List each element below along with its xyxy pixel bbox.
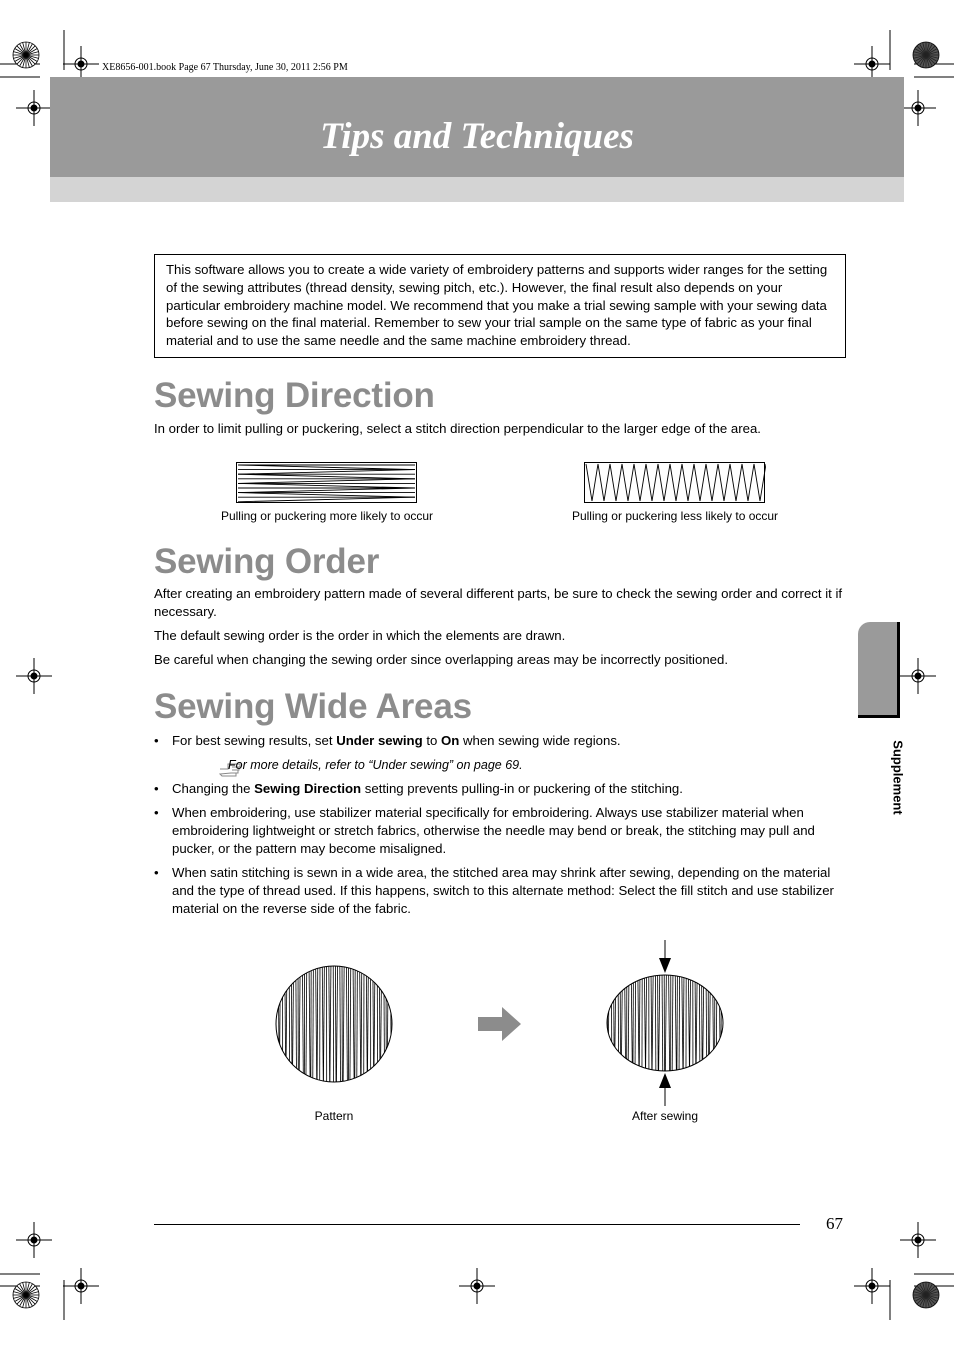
caption-less-likely: Pulling or puckering less likely to occur — [571, 509, 779, 523]
book-info: XE8656-001.book Page 67 Thursday, June 30, 2011 2:56 PM — [102, 62, 348, 73]
sewing-order-p3: Be careful when changing the sewing order since overlapping areas may be incorrectly positioned. — [154, 652, 728, 667]
after-sewing-diagram — [600, 940, 730, 1106]
sewing-order-p2: The default sewing order is the order in which the elements are drawn. — [154, 628, 566, 643]
color-target-mark — [13, 42, 39, 68]
registration-mark — [63, 1268, 99, 1304]
registration-mark — [900, 90, 936, 126]
page-number: 67 — [826, 1214, 843, 1233]
bullet-sewing-direction — [154, 780, 846, 798]
registration-mark — [854, 1268, 890, 1304]
registration-mark — [16, 90, 52, 126]
registration-mark — [16, 1222, 52, 1258]
color-target-mark — [913, 1282, 939, 1308]
bullet-text: when sewing wide regions. — [459, 733, 621, 748]
section-tab — [858, 622, 900, 718]
bullet-satin-stitching — [154, 864, 846, 918]
bullet-text: For best sewing results, set — [172, 733, 337, 748]
bold-sewing-direction: Sewing Direction — [254, 781, 362, 796]
bullet-marker: • — [154, 805, 159, 820]
registration-mark — [16, 658, 52, 694]
arrow-down-icon — [659, 958, 671, 973]
footer-rule — [154, 1224, 800, 1225]
bold-on: On — [440, 733, 460, 748]
bullet-under-sewing — [154, 732, 846, 750]
bullet-text: setting prevents pulling-in or puckering of the stitching. — [361, 781, 683, 796]
sewing-direction-text: In order to limit pulling or puckering, select a stitch direction perpendicular to the larger edge of the area. — [154, 421, 761, 436]
arrow-up-icon — [659, 1073, 671, 1088]
caption-more-likely: Pulling or puckering more likely to occur — [220, 509, 434, 523]
heading-sewing-direction: Sewing Direction — [154, 376, 435, 415]
bullet-marker: • — [154, 733, 159, 748]
header-subband — [50, 177, 904, 202]
notice-box: This software allows you to create a wide variety of embroidery patterns and supports wider ranges for the setting of the sewing attributes (thread density, sewing pitch, etc.). However, the final result also depends on your particular embroidery machine model. We recommend that you make a trial sewing sample with your sewing data before sewing on the final material. Remember to sew your trial sample on the same type of fabric as your final material and to use the same needle and the same machine embroidery thread. — [154, 254, 846, 358]
bullet-marker: • — [154, 865, 159, 880]
bullet-text: When satin stitching is sewn in a wide area, the stitched area may shrink after sewing, depending on the material and the type of thread used. If this happens, switch to this alternate method: Select the fill stitch and use stabilizer material on the reverse side of the fabric. — [172, 865, 834, 916]
bullet-text: Changing the — [172, 781, 255, 796]
page-title: Tips and Techniques — [320, 116, 634, 157]
stitch-vertical-diagram — [584, 462, 766, 504]
bold-under-sewing: Under sewing — [336, 733, 423, 748]
bullet-text: to — [422, 733, 441, 748]
registration-mark — [900, 1222, 936, 1258]
reference-link[interactable]: For more details, refer to “Under sewing” on page 69. — [228, 758, 523, 772]
heading-sewing-order: Sewing Order — [154, 542, 380, 581]
color-target-mark — [13, 1282, 39, 1308]
bullet-marker: • — [154, 781, 159, 796]
bullet-stabilizer — [154, 804, 846, 858]
color-target-mark — [913, 42, 939, 68]
registration-mark — [459, 1268, 495, 1304]
registration-mark — [900, 658, 936, 694]
arrow-right-icon — [478, 1007, 522, 1041]
pattern-circle-diagram — [270, 960, 398, 1088]
section-tab-label: Supplement — [890, 740, 906, 815]
stitch-horizontal-diagram — [236, 462, 418, 504]
caption-after-sewing: After sewing — [631, 1109, 699, 1123]
caption-pattern: Pattern — [314, 1109, 354, 1123]
bullet-text: When embroidering, use stabilizer material specifically for embroidering. Always use stabilizer material when embroidering lightweight or stretch fabrics, otherwise the needle may bend or break, the stitching may pull and pucker, or the pattern may become misaligned. — [172, 805, 815, 856]
sewing-order-p1: After creating an embroidery pattern made of several different parts, be sure to check the sewing order and correct it if necessary. — [154, 586, 843, 619]
heading-sewing-wide-areas: Sewing Wide Areas — [154, 687, 472, 726]
